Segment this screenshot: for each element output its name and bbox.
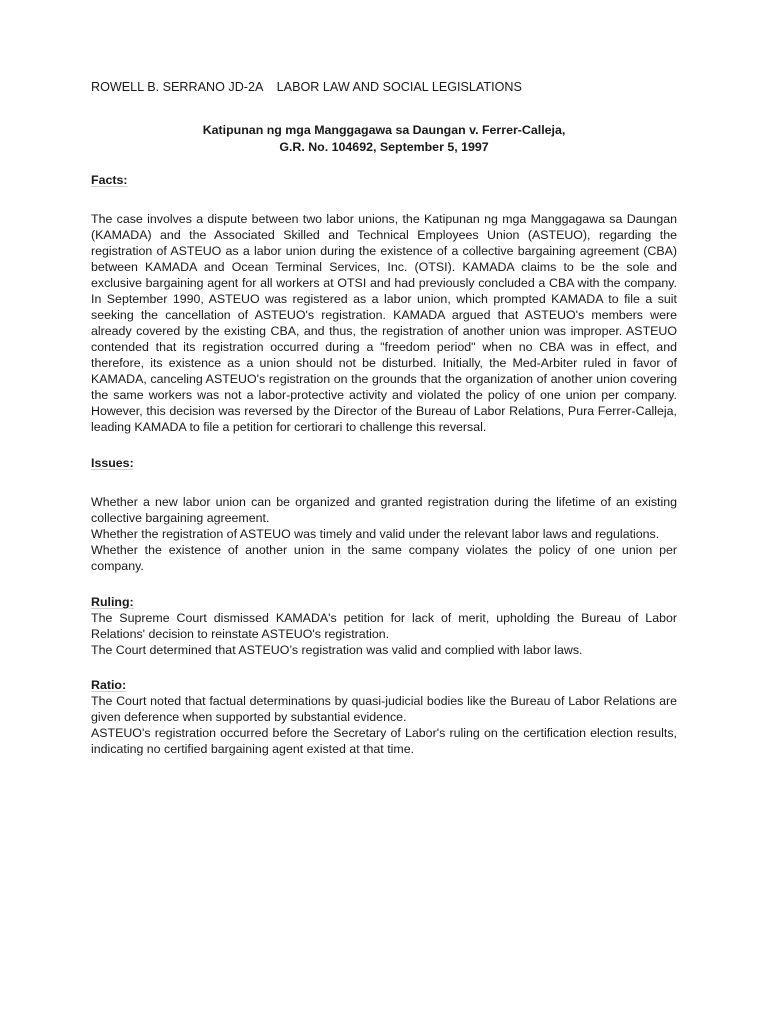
case-citation: G.R. No. 104692, September 5, 1997 (279, 139, 489, 154)
issue-item-1: Whether a new labor union can be organized and granted registration during the lifetime of an existing collective bargaining agreement. (91, 495, 677, 525)
facts-heading (91, 172, 677, 188)
ruling-heading (91, 594, 677, 610)
ruling-heading-text: Ruling: (91, 595, 134, 609)
issues-heading-text: Issues: (91, 456, 134, 470)
issue-item-2: Whether the registration of ASTEUO was timely and valid under the relevant labor laws and regulations. (91, 527, 660, 541)
author-course-header: ROWELL B. SERRANO JD-2A LABOR LAW AND SOCIAL LEGISLATIONS (91, 80, 522, 94)
issues-heading (91, 455, 677, 471)
facts-paragraph: The case involves a dispute between two labor unions, the Katipunan ng mga Manggagawa sa Daungan (KAMADA) and the Associated Skilled and Technical Employees Union (ASTEUO), regarding the registration of ASTEUO as a labor union during the existence of a collective bargaining agreement (CBA) between KAMADA and Ocean Terminal Services, Inc. (OTSI). KAMADA claims to be the sole and exclusive bargaining agent for all workers at OTSI and had previously concluded a CBA with the company. In September 1990, ASTEUO was registered as a labor union, which prompted KAMADA to file a suit seeking the cancellation of ASTEUO's registration. KAMADA argued that ASTEUO's members were already covered by the existing CBA, and thus, the registration of another union was improper. ASTEUO contended that its registration occurred during a "freedom period" when no CBA was in effect, and therefore, its existence as a union should not be disturbed. Initially, the Med-Arbiter ruled in favor of KAMADA, canceling ASTEUO's registration on the grounds that the organization of another union covering the same workers was not a labor-protective activity and violated the policy of one union per company. However, this decision was reversed by the Director of the Bureau of Labor Relations, Pura Ferrer-Calleja, leading KAMADA to file a petition for certiorari to challenge this reversal. (91, 212, 677, 434)
ratio-paragraph-1: The Court noted that factual determinations by quasi-judicial bodies like the Bureau of Labor Relations are given deference when supported by substantial evidence. (91, 694, 677, 724)
case-title (91, 122, 677, 155)
issue-item-3: Whether the existence of another union in the same company violates the policy of one union per company. (91, 543, 677, 573)
ratio-paragraph-2: ASTEUO's registration occurred before the Secretary of Labor's ruling on the certification election results, indicating no certified bargaining agent existed at that time. (91, 726, 677, 756)
case-title-line-1: Katipunan ng mga Manggagawa sa Daungan v. Ferrer-Calleja, (202, 123, 566, 137)
ratio-heading-text: Ratio: (91, 678, 127, 692)
ruling-paragraph-2: The Court determined that ASTEUO’s registration was valid and complied with labor laws. (91, 643, 583, 657)
facts-heading-text: Facts: (91, 173, 128, 187)
document-content (91, 79, 677, 757)
ruling-paragraph-1: The Supreme Court dismissed KAMADA's petition for lack of merit, upholding the Bureau of Labor Relations' decision to reinstate ASTEUO's registration. (91, 611, 677, 641)
issues-list (91, 494, 677, 574)
ratio-heading (91, 677, 677, 693)
